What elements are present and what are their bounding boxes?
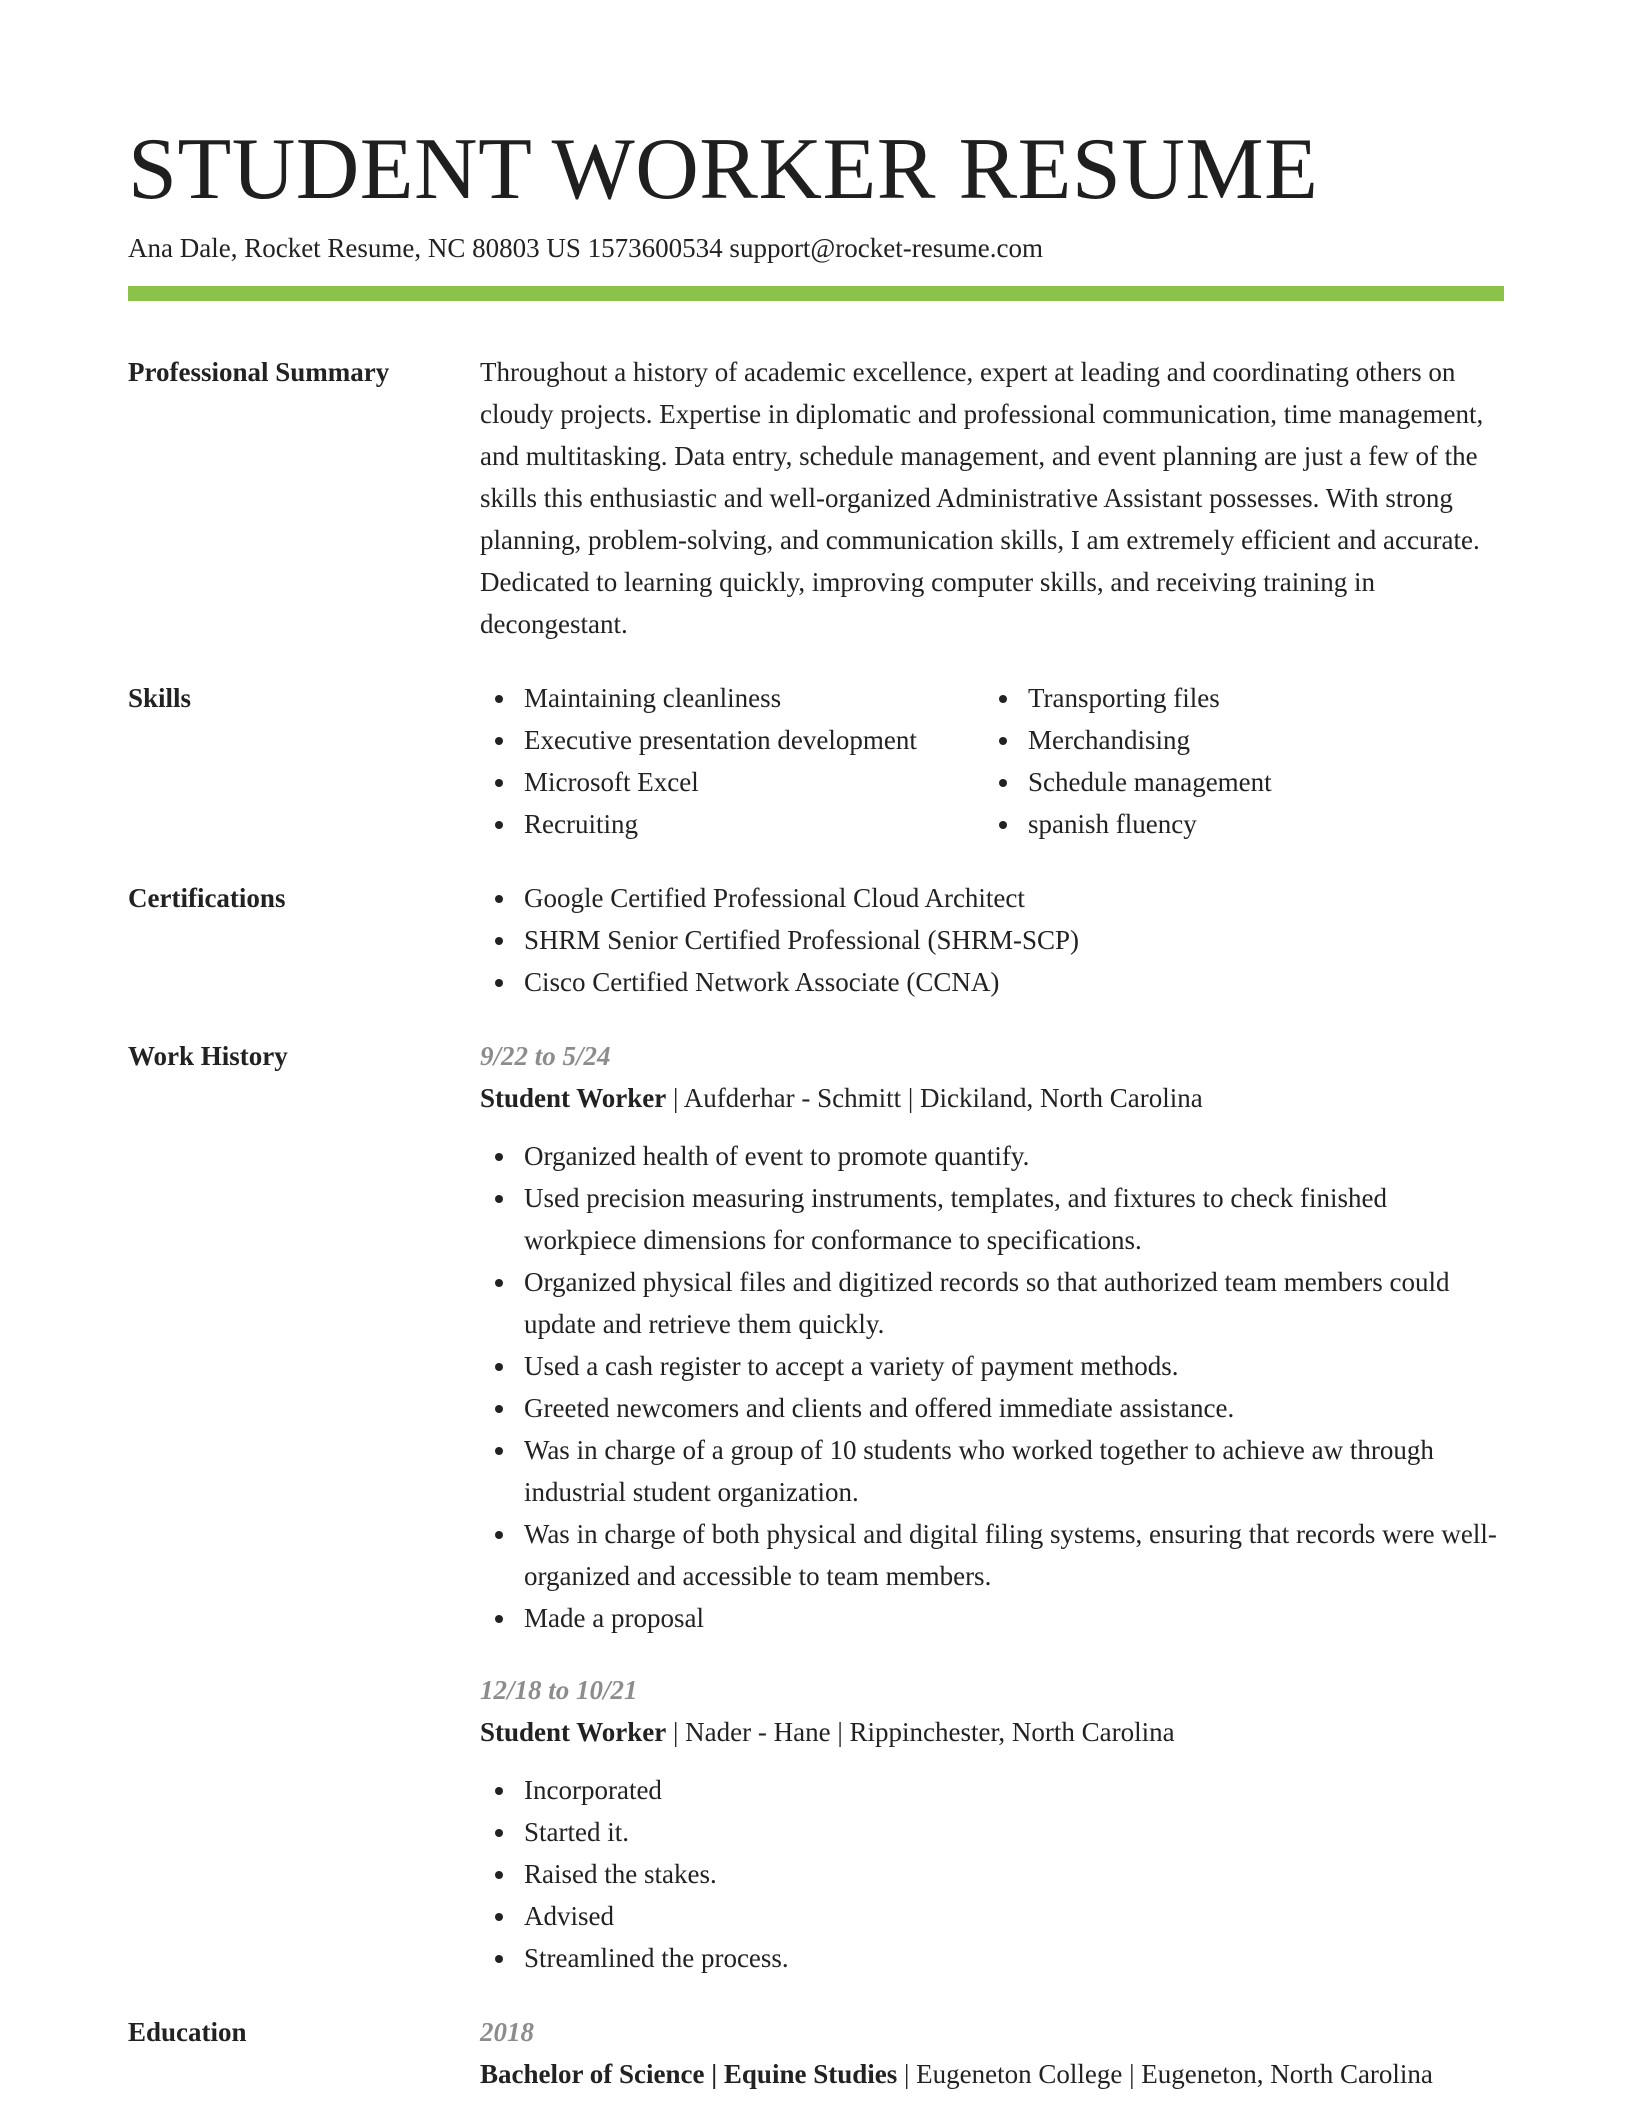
job-entry <box>480 1669 1504 1979</box>
job-dates: 12/18 to 10/21 <box>480 1675 638 1705</box>
job-title: Student Worker <box>480 1083 667 1113</box>
job-bullet: Incorporated <box>480 1769 1504 1811</box>
job-bullets <box>480 1135 1504 1639</box>
job-details: | Nader - Hane | Rippinchester, North Carolina <box>666 1717 1175 1747</box>
job-bullet: Streamlined the process. <box>480 1937 1504 1979</box>
job-details: | Aufderhar - Schmitt | Dickiland, North Carolina <box>666 1083 1203 1113</box>
job-entry <box>480 1035 1504 1639</box>
skill-item: Maintaining cleanliness <box>480 677 984 719</box>
job-bullet: Greeted newcomers and clients and offered immediate assistance. <box>480 1387 1504 1429</box>
section-label-education: Education <box>128 2017 247 2047</box>
education-line <box>480 2053 1504 2095</box>
certification-item: Google Certified Professional Cloud Architect <box>480 877 1504 919</box>
section-professional-summary <box>128 351 1504 645</box>
contact-line: Ana Dale, Rocket Resume, NC 80803 US 1573600534 support@rocket-resume.com <box>128 233 1043 263</box>
section-education <box>128 2011 1504 2095</box>
skill-item: Executive presentation development <box>480 719 984 761</box>
section-skills <box>128 677 1504 845</box>
job-bullet: Was in charge of a group of 10 students who worked together to achieve aw through industrial student organization. <box>480 1429 1504 1513</box>
certifications-list <box>480 877 1504 1003</box>
section-work-history <box>128 1035 1504 1979</box>
job-title-line <box>480 1711 1504 1753</box>
education-degree: Bachelor of Science | Equine Studies <box>480 2059 898 2089</box>
job-title-line <box>480 1077 1504 1119</box>
skill-item: Microsoft Excel <box>480 761 984 803</box>
section-label-summary: Professional Summary <box>128 357 390 387</box>
resume-page <box>128 120 1504 2095</box>
skill-item: Schedule management <box>984 761 1488 803</box>
skills-column-right <box>984 677 1488 845</box>
skills-grid <box>480 677 1504 845</box>
job-bullet: Advised <box>480 1895 1504 1937</box>
job-bullet: Used a cash register to accept a variety of payment methods. <box>480 1345 1504 1387</box>
skill-item: Recruiting <box>480 803 984 845</box>
skills-column-left <box>480 677 984 845</box>
section-label-skills: Skills <box>128 683 192 713</box>
job-title: Student Worker <box>480 1717 667 1747</box>
education-details: | Eugeneton College | Eugeneton, North Carolina <box>897 2059 1433 2089</box>
resume-title: STUDENT WORKER RESUME <box>128 121 1319 218</box>
section-label-work-history: Work History <box>128 1041 288 1071</box>
job-dates: 9/22 to 5/24 <box>480 1041 611 1071</box>
job-bullets <box>480 1769 1504 1979</box>
job-bullet: Was in charge of both physical and digital filing systems, ensuring that records were well-organized and accessible to team members. <box>480 1513 1504 1597</box>
certification-item: Cisco Certified Network Associate (CCNA) <box>480 961 1504 1003</box>
skill-item: Transporting files <box>984 677 1488 719</box>
job-bullet: Organized physical files and digitized records so that authorized team members could update and retrieve them quickly. <box>480 1261 1504 1345</box>
section-label-certifications: Certifications <box>128 883 286 913</box>
education-year: 2018 <box>480 2017 534 2047</box>
job-bullet: Used precision measuring instruments, templates, and fixtures to check finished workpiece dimensions for conformance to specifications. <box>480 1177 1504 1261</box>
certification-item: SHRM Senior Certified Professional (SHRM-SCP) <box>480 919 1504 961</box>
skill-item: Merchandising <box>984 719 1488 761</box>
accent-divider <box>128 286 1504 301</box>
job-bullet: Organized health of event to promote quantify. <box>480 1135 1504 1177</box>
job-bullet: Made a proposal <box>480 1597 1504 1639</box>
section-certifications <box>128 877 1504 1003</box>
summary-text: Throughout a history of academic excellence, expert at leading and coordinating others on cloudy projects. Expertise in diplomatic and professional communication, time management, and multitasking. Data entry, schedule management, and event planning are just a few of the skills this enthusiastic and well-organized Administrative Assistant possesses. With strong planning, problem-solving, and communication skills, I am extremely efficient and accurate. Dedicated to learning quickly, improving computer skills, and receiving training in decongestant. <box>480 357 1484 639</box>
skill-item: spanish fluency <box>984 803 1488 845</box>
job-bullet: Started it. <box>480 1811 1504 1853</box>
job-bullet: Raised the stakes. <box>480 1853 1504 1895</box>
